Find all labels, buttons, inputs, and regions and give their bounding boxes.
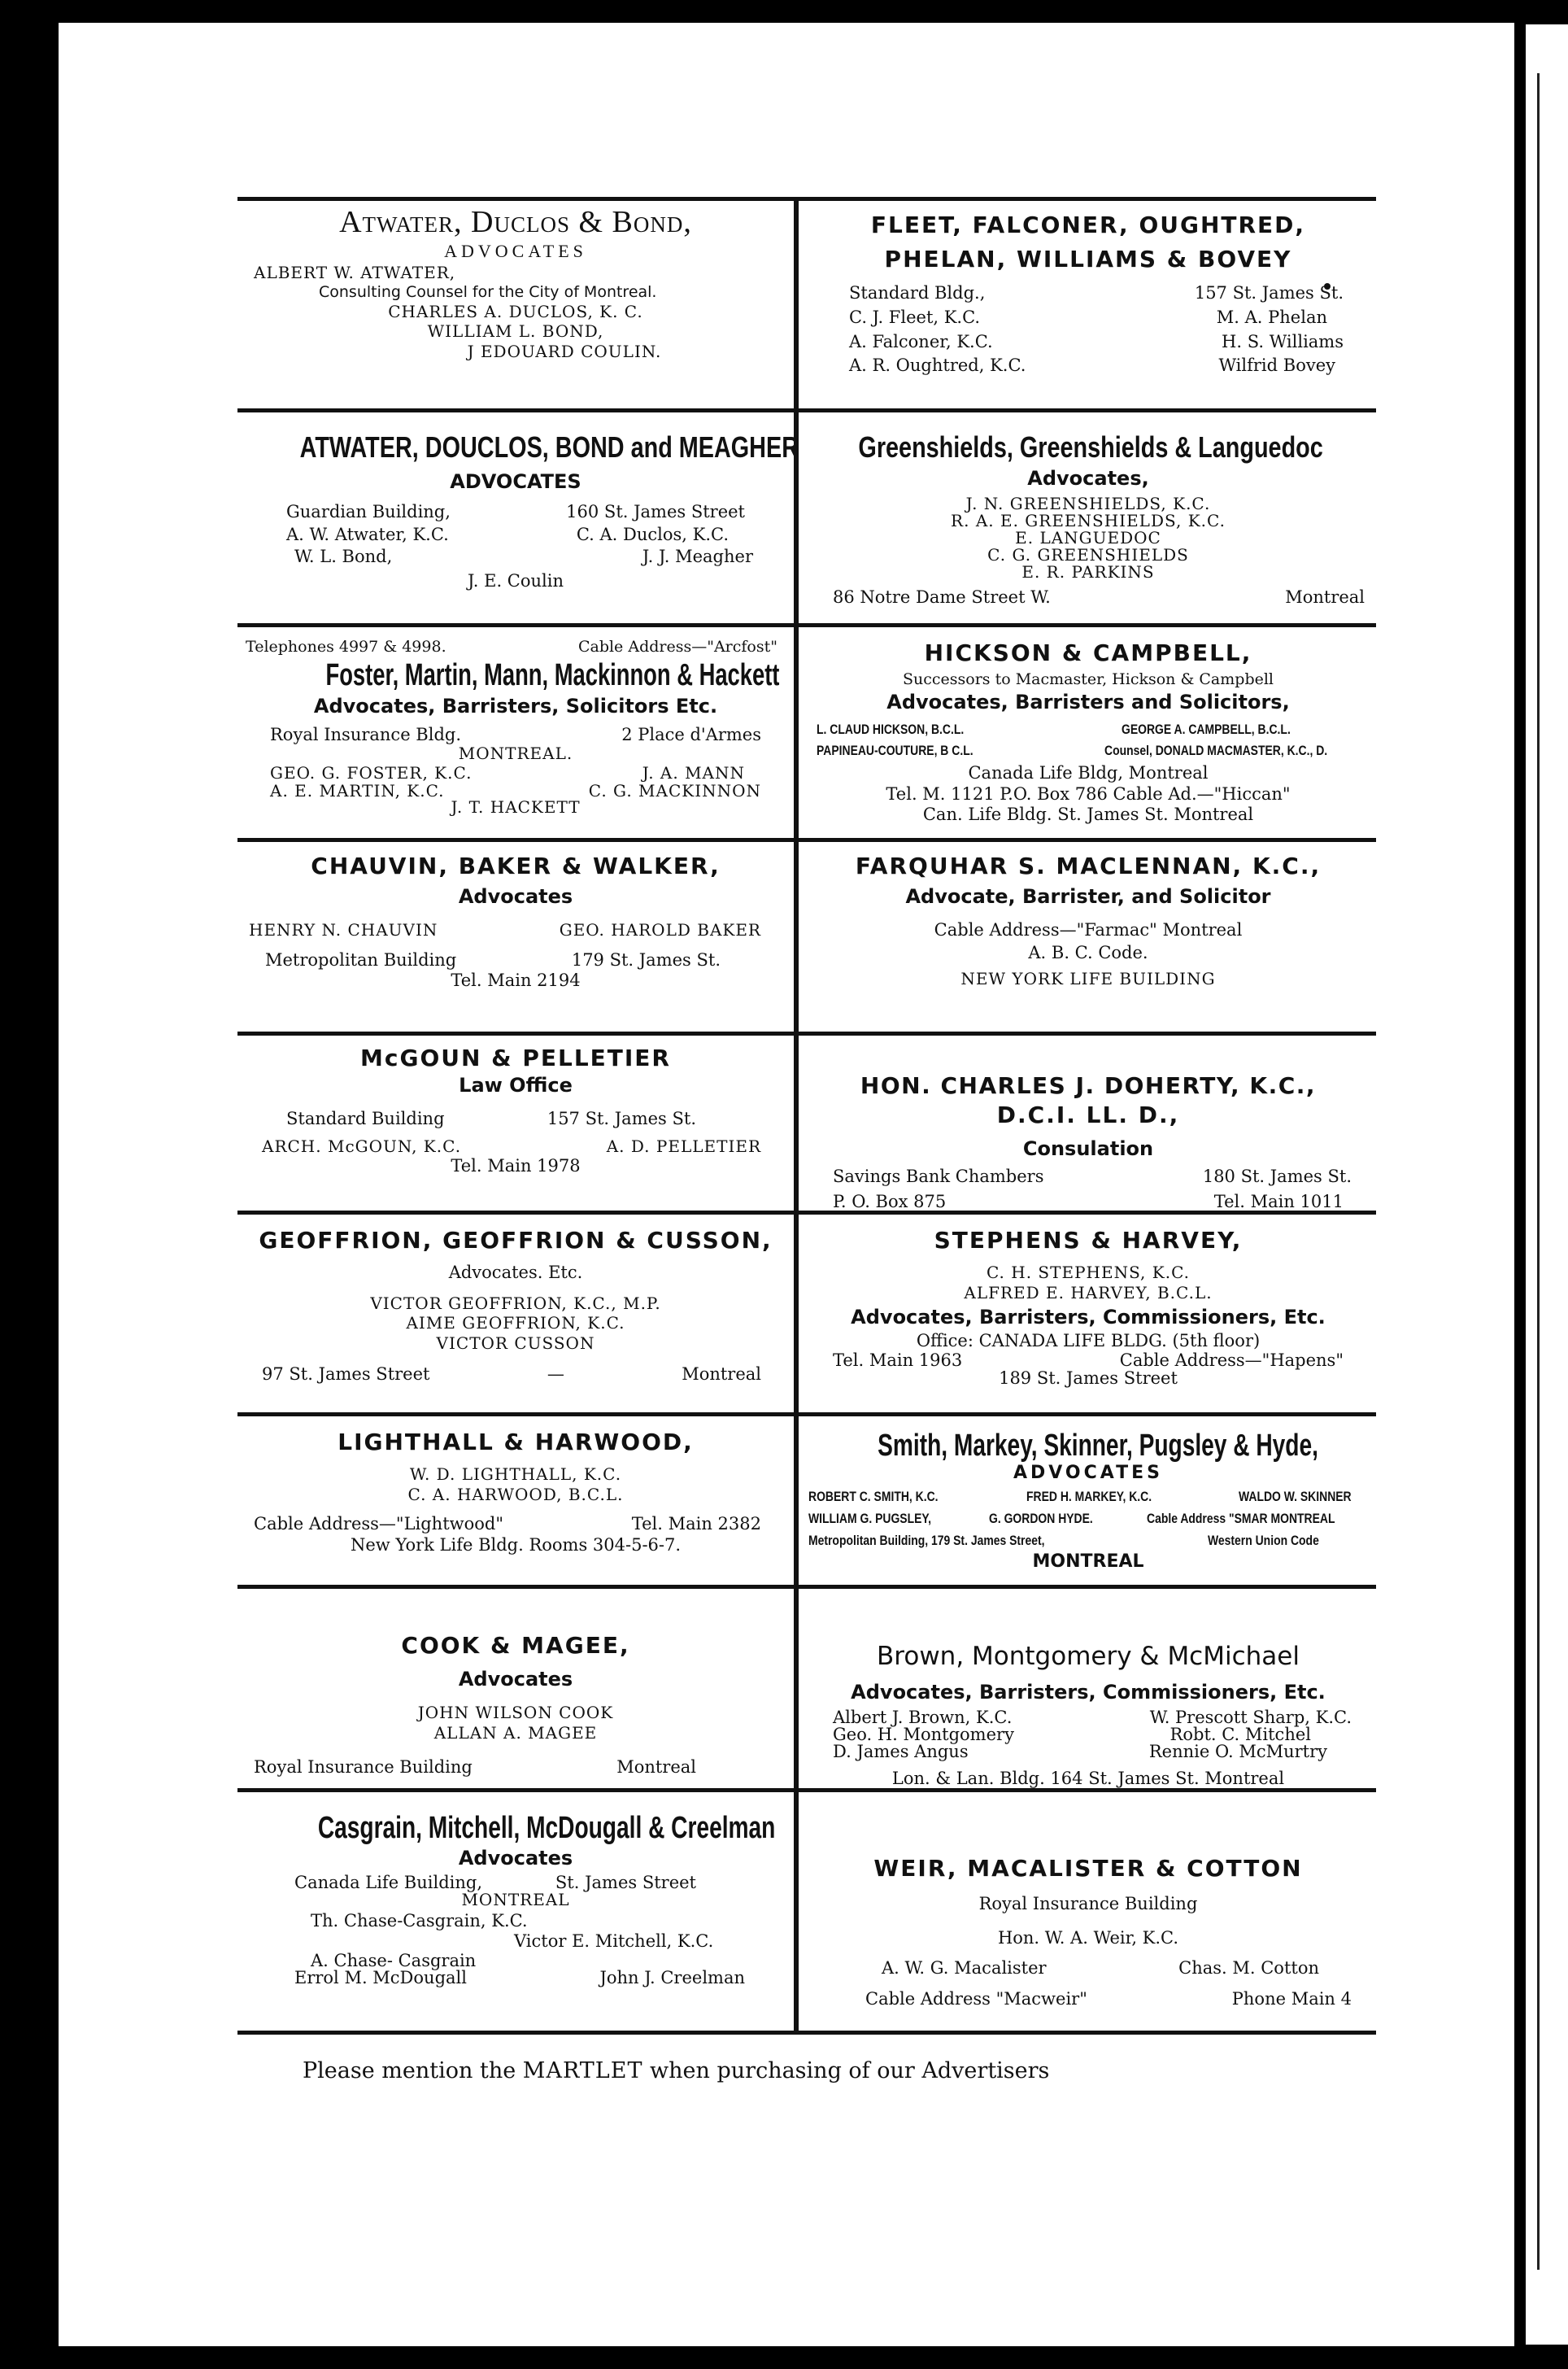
firm-profession: Advocates, Barristers and Solicitors, (886, 691, 1290, 714)
city: MONTREAL (1032, 1551, 1144, 1572)
partner-line: W. D. LIGHTHALL, K.C. (409, 1464, 622, 1485)
partner: J. J. Meagher (642, 547, 753, 567)
firm-name: GEOFFRION, GEOFFRION & CUSSON, (259, 1227, 773, 1254)
partner-line: CHARLES A. DUCLOS, K. C. (388, 301, 643, 321)
firm-name: STEPHENS & HARVEY, (934, 1227, 1243, 1254)
firm-successor: Successors to Macmaster, Hickson & Campbell (903, 670, 1274, 689)
ad-atwater-meagher (237, 430, 799, 592)
partner-line: C. A. HARWOOD, B.C.L. (407, 1484, 624, 1504)
partner-line: J EDOUARD COULIN. (467, 341, 662, 361)
firm-profession: Advocates (458, 885, 573, 909)
partner: A. Falconer, K.C. (849, 331, 993, 351)
partner-line: VICTOR GEOFFRION, K.C., M.P. (370, 1293, 661, 1313)
telephone: Phone Main 4 (1231, 1988, 1352, 2009)
detail-row (800, 715, 1376, 739)
partner: C. J. Fleet, K.C. (849, 307, 981, 327)
firm-profession: Consulation (1022, 1137, 1154, 1161)
footer-post: when purchasing of our Advertisers (650, 2058, 1050, 2083)
partner-line: R. A. E. GREENSHIELDS, K.C. (951, 511, 1226, 531)
ad-doherty (800, 1072, 1376, 1213)
ad-hickson-campbell (800, 639, 1376, 826)
detail-row (800, 1482, 1376, 1506)
partner: John J. Creelman (599, 1967, 745, 1987)
address: NEW YORK LIFE BUILDING (960, 968, 1216, 988)
street: 157 St. James St. (1194, 283, 1344, 303)
code: A. B. C. Code. (1028, 943, 1148, 963)
partner-line: Th. Chase-Casgrain, K.C. (311, 1910, 528, 1931)
rule-4 (237, 1032, 1376, 1036)
address: Metropolitan Building, 179 St. James Street, (808, 1532, 1045, 1548)
rule-7 (237, 1585, 1376, 1589)
partner-line: ALFRED E. HARVEY, B.C.L. (964, 1282, 1213, 1302)
telephone: Tel. Main 2194 (451, 971, 581, 991)
ad-smith-markey (800, 1427, 1376, 1573)
ad-fleet-falconer (800, 212, 1376, 377)
partner: Robt. C. Mitchel (1169, 1725, 1311, 1745)
telephone: Tel. Main 1963 (833, 1350, 963, 1370)
ad-atwater-duclos-bond (237, 203, 794, 361)
partner-line: E. R. PARKINS (1021, 562, 1155, 582)
partner: J. A. MANN (642, 763, 745, 783)
firm-name: Foster, Martin, Mann, Mackinnon & Hackett (325, 658, 780, 693)
ad-brown-montgomery (800, 1642, 1376, 1790)
ad-geoffrion-cusson (237, 1227, 794, 1385)
partner-title: Consulting Counsel for the City of Montreal. (319, 282, 657, 301)
detail-row (800, 1162, 1376, 1188)
detail-row (237, 1743, 794, 1778)
cable-address: Cable Address—"Farmac" Montreal (934, 920, 1243, 940)
adjacent-page-edge (1526, 24, 1568, 2345)
dash: — (547, 1363, 564, 1384)
street: 160 St. James Street (566, 502, 745, 522)
detail-row (800, 304, 1376, 329)
address: Office: CANADA LIFE BLDG. (5th floor) (916, 1331, 1261, 1351)
firm-profession: Advocates. Etc. (448, 1263, 583, 1283)
firm-profession: ADVOCATES (444, 241, 587, 262)
firm-profession: Advocates, Barristers, Commissioners, Etc. (851, 1305, 1326, 1328)
partner: HENRY N. CHAUVIN (249, 920, 438, 940)
partner: A. E. MARTIN, K.C. (270, 781, 445, 801)
detail-row (800, 1187, 1376, 1213)
detail-row (800, 1506, 1376, 1528)
partner: A. W. Atwater, K.C. (286, 524, 449, 544)
firm-profession: Law Office (459, 1074, 573, 1097)
cable-address: Cable Address—"Arcfost" (577, 638, 777, 656)
telephone: Tel. Main 1978 (451, 1156, 581, 1176)
counsel: Counsel, DONALD MACMASTER, K.C., D. (1104, 743, 1327, 759)
address: Can. Life Bldg. St. James St. Montreal (922, 805, 1254, 825)
partner: A. W. G. Macalister (882, 1958, 1047, 1979)
footer-pre: Please mention the (303, 2058, 516, 2083)
ad-cook-magee (237, 1632, 794, 1778)
firm-name: Casgrain, Mitchell, McDougall & Creelman (317, 1811, 776, 1845)
firm-profession: Advocates (458, 1847, 573, 1870)
telephone: Tel. Main 2382 (631, 1513, 761, 1534)
address: 86 Notre Dame Street W. (833, 587, 1051, 608)
partner-line: JOHN WILSON COOK (417, 1703, 614, 1723)
street: 157 St. James St. (547, 1109, 696, 1129)
partner-line: J. T. HACKETT (451, 797, 581, 818)
detail-row (800, 1743, 1376, 1760)
firm-name: CHAUVIN, BAKER & WALKER, (311, 853, 721, 879)
page (59, 23, 1514, 2346)
firm-name: LIGHTHALL & HARWOOD, (338, 1429, 694, 1455)
rule-6 (237, 1412, 1376, 1416)
partner-line: J. E. Coulin (467, 571, 564, 591)
partner: GEORGE A. CAMPBELL, B.C.L. (1121, 721, 1291, 737)
detail-row (800, 1726, 1376, 1743)
ad-stephens-harvey (800, 1227, 1376, 1388)
ad-foster-martin (237, 638, 794, 818)
address: New York Life Bldg. Rooms 304-5-6-7. (350, 1534, 682, 1555)
firm-profession: Advocates (458, 1668, 573, 1691)
partner-line: C. H. STEPHENS, K.C. (986, 1263, 1191, 1283)
partner: Chas. M. Cotton (1178, 1958, 1319, 1979)
address: Guardian Building, (286, 502, 451, 522)
address: Standard Building (286, 1109, 445, 1129)
po-box: P. O. Box 875 (833, 1192, 947, 1212)
street: 179 St. James St. (571, 949, 721, 970)
rule-bottom (237, 2031, 1376, 2035)
detail-row (800, 581, 1376, 609)
ad-weir-macalister (800, 1855, 1376, 2010)
ad-greenshields (800, 430, 1376, 609)
firm-name: HON. CHARLES J. DOHERTY, K.C., (860, 1072, 1317, 1099)
firm-degree: D.C.I. LL. D., (996, 1102, 1180, 1129)
partner: FRED H. MARKEY, K.C. (1026, 1489, 1152, 1505)
footer-brand: MARTLET (522, 2058, 643, 2083)
firm-name: FARQUHAR S. MACLENNAN, K.C., (855, 853, 1322, 879)
address: 97 St. James Street (262, 1363, 430, 1384)
detail-row (237, 1967, 794, 1987)
partner: H. S. Williams (1222, 331, 1344, 351)
partner-line: ALBERT W. ATWATER, (254, 263, 456, 283)
adjacent-page-rule (1537, 73, 1540, 2270)
firm-name: WEIR, MACALISTER & COTTON (873, 1855, 1303, 1882)
rule-2 (237, 623, 1376, 627)
address: Lon. & Lan. Bldg. 164 St. James St. Montreal (891, 1769, 1285, 1789)
detail-row (800, 1979, 1376, 2010)
partner: PAPINEAU-COUTURE, B C.L. (817, 743, 973, 759)
detail-row (800, 1528, 1376, 1550)
detail-row (237, 1130, 794, 1156)
cable-address: Cable Address "SMAR MONTREAL (1146, 1511, 1335, 1527)
detail-row (237, 1353, 794, 1385)
cable-address: Cable Address "Macweir" (865, 1988, 1087, 2009)
detail-row (237, 781, 794, 799)
city: MONTREAL (461, 1889, 570, 1909)
detail-row (237, 761, 794, 781)
partner: WALDO W. SKINNER (1238, 1489, 1352, 1505)
address: Canada Life Bldg, Montreal (968, 763, 1209, 783)
detail-row (237, 523, 794, 546)
partner: WILLIAM G. PUGSLEY, (808, 1511, 932, 1527)
partner: C. A. Duclos, K.C. (576, 524, 729, 544)
detail-row (237, 1504, 794, 1535)
cable-address: Cable Address—"Lightwood" (254, 1513, 504, 1534)
rule-1 (237, 408, 1376, 412)
detail-row (800, 1948, 1376, 1979)
detail-row (800, 273, 1376, 304)
partner-line: J. N. GREENSHIELDS, K.C. (965, 494, 1211, 514)
address: Royal Insurance Bldg. (270, 724, 462, 744)
telephone: Telephones 4997 & 4998. (246, 638, 446, 656)
partner: W. Prescott Sharp, K.C. (1149, 1708, 1352, 1728)
partner: D. James Angus (833, 1742, 969, 1762)
detail-row (800, 352, 1376, 377)
detail-row (237, 545, 794, 568)
detail-row (800, 1352, 1376, 1369)
firm-profession: ADVOCATES (1013, 1463, 1163, 1484)
rule-top (237, 197, 1376, 201)
detail-row (800, 1704, 1376, 1726)
city: MONTREAL. (458, 744, 573, 764)
street: 189 St. James Street (999, 1368, 1178, 1388)
address: Standard Bldg., (849, 283, 986, 303)
detail-row (237, 1097, 794, 1130)
ad-chauvin-baker (237, 853, 794, 992)
partner: ROBERT C. SMITH, K.C. (808, 1489, 939, 1505)
firm-name: HICKSON & CAMPBELL, (924, 639, 1252, 666)
partner-line: C. G. GREENSHIELDS (987, 545, 1189, 565)
partner: M. A. Phelan (1216, 307, 1327, 327)
rule-3 (237, 838, 1376, 842)
partner: GEO. HAROLD BAKER (559, 920, 761, 940)
street: 2 Place d'Armes (621, 724, 761, 744)
firm-name: Greenshields, Greenshields & Languedoc (858, 430, 1323, 464)
detail-row (237, 718, 794, 746)
detail-row (800, 738, 1376, 760)
partner: L. CLAUD HICKSON, B.C.L. (817, 721, 965, 737)
partner-line: E. LANGUEDOC (1015, 528, 1161, 548)
detail-row (237, 638, 794, 657)
firm-name: McGOUN & PELLETIER (360, 1045, 671, 1071)
detail-row (800, 329, 1376, 353)
footer-note (303, 2058, 1441, 2083)
partner: GEO. G. FOSTER, K.C. (270, 763, 473, 783)
firm-name: ATWATER, DOUCLOS, BOND and MEAGHER (299, 430, 799, 464)
partner: A. D. PELLETIER (606, 1137, 761, 1157)
firm-profession: ADVOCATES (450, 469, 581, 493)
contact-line: Tel. M. 1121 P.O. Box 786 Cable Ad.—"Hiccan" (886, 783, 1291, 804)
telephone: Tel. Main 1011 (1213, 1192, 1344, 1212)
firm-profession: Advocates, Barristers, Solicitors Etc. (313, 694, 718, 718)
ad-farquhar-maclennan (800, 853, 1376, 988)
detail-row (237, 1871, 794, 1891)
firm-name: Atwater, Duclos & Bond, (339, 205, 692, 239)
address: Savings Bank Chambers (833, 1166, 1044, 1186)
partner: Albert J. Brown, K.C. (833, 1708, 1013, 1728)
firm-name: PHELAN, WILLIAMS & BOVEY (884, 246, 1292, 273)
detail-row (237, 494, 794, 523)
firm-profession: Advocates, Barristers, Commissioners, Etc. (851, 1680, 1326, 1704)
partner-line: ALLAN A. MAGEE (433, 1722, 598, 1743)
address: Royal Insurance Building (254, 1757, 473, 1778)
ad-lighthall-harwood (237, 1429, 794, 1555)
partner: Rennie O. McMurtry (1148, 1742, 1327, 1762)
rule-center (794, 197, 799, 2034)
partner: C. G. MACKINNON (588, 781, 761, 801)
ad-casgrain-mitchell (237, 1809, 794, 1987)
address: Royal Insurance Building (978, 1894, 1198, 1914)
partner: Errol M. McDougall (294, 1967, 467, 1987)
cable-address: Cable Address—"Hapens" (1119, 1350, 1344, 1370)
firm-name: FLEET, FALCONER, OUGHTRED, (870, 212, 1306, 238)
partner: Geo. H. Montgomery (833, 1725, 1014, 1745)
partner: G. GORDON HYDE. (989, 1511, 1093, 1527)
address: Metropolitan Building (265, 949, 457, 970)
firm-name: COOK & MAGEE, (401, 1632, 630, 1659)
partner: A. R. Oughtred, K.C. (849, 356, 1026, 376)
firm-profession: Advocate, Barrister, and Solicitor (905, 885, 1271, 909)
partner: Wilfrid Bovey (1218, 356, 1335, 376)
detail-row (237, 909, 794, 940)
partner: ARCH. McGOUN, K.C. (262, 1137, 462, 1157)
city: Montreal (1285, 587, 1365, 608)
detail-row (237, 940, 794, 971)
partner-line: VICTOR CUSSON (436, 1333, 595, 1353)
firm-name: Smith, Markey, Skinner, Pugsley & Hyde, (878, 1429, 1318, 1463)
city: Montreal (616, 1757, 696, 1778)
code: Western Union Code (1208, 1532, 1319, 1548)
partner-line: A. Chase- Casgrain (311, 1950, 477, 1970)
partner-line: WILLIAM L. BOND, (427, 321, 604, 342)
partner-line: Victor E. Mitchell, K.C. (514, 1931, 714, 1952)
partner: W. L. Bond, (294, 547, 393, 567)
street: 180 St. James St. (1202, 1166, 1352, 1186)
partner-line: Hon. W. A. Weir, K.C. (997, 1927, 1179, 1948)
street: St. James Street (555, 1872, 696, 1892)
ad-mcgoun-pelletier (237, 1045, 794, 1177)
firm-profession: Advocates, (1027, 466, 1149, 490)
address: Canada Life Building, (294, 1872, 482, 1892)
partner-line: AIME GEOFFRION, K.C. (406, 1313, 625, 1333)
firm-name: Brown, Montgomery & McMichael (877, 1642, 1300, 1671)
city: Montreal (682, 1363, 761, 1384)
